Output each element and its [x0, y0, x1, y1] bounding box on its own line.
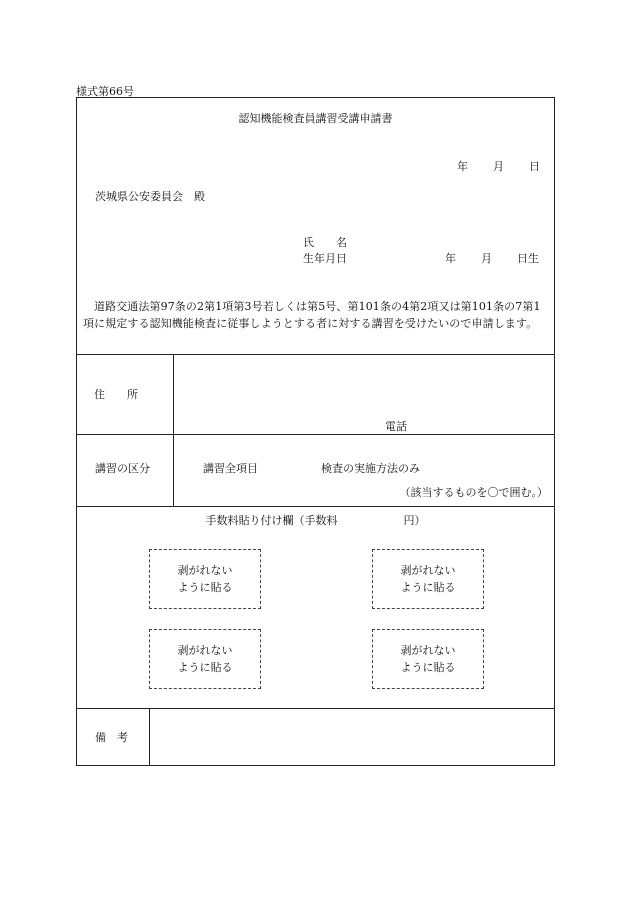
stamp-box-top-right [372, 549, 484, 609]
applicant-name-label: 氏 名 [303, 236, 347, 249]
course-option-all[interactable]: 講習全項目 [203, 462, 258, 475]
fee-header: 手数料貼り付け欄（手数料 円） [205, 514, 426, 527]
stamp-text-line1: 剥がれない [177, 563, 233, 577]
stamp-box-bottom-left [149, 629, 261, 689]
stamp-box-top-left [149, 549, 261, 609]
stamp-text-line2: ように貼る [400, 581, 456, 594]
application-form [76, 97, 555, 766]
stamp-text-line2: ように貼る [400, 661, 456, 674]
stamp-text-line1: 剥がれない [177, 643, 233, 657]
course-note: （該当するものを〇で囲む。） [399, 486, 548, 499]
stamp-text-line2: ように貼る [177, 581, 233, 594]
address-label: 住 所 [94, 388, 138, 401]
phone-label: 電話 [385, 420, 407, 433]
addressee: 茨城県公安委員会 殿 [95, 190, 205, 203]
applicant-birth-label: 生年月日 [303, 252, 347, 265]
remarks-column-divider [149, 708, 150, 766]
date-year: 年 [457, 160, 468, 173]
divider-header [77, 354, 554, 355]
stamp-text-line2: ように貼る [177, 661, 233, 674]
form-title: 認知機能検査員講習受講申請書 [238, 112, 393, 125]
declaration-text: 道路交通法第97条の2第1項第3号若しくは第5号、第101条の4第2項又は第101条の7第1項に規定する認知機能検査に従事しようとする者に対する講習を受けたいので申請します。 [83, 300, 541, 330]
course-label: 講習の区分 [95, 462, 150, 475]
stamp-text-line1: 剥がれない [400, 563, 456, 577]
birth-day: 日生 [517, 252, 539, 265]
form-number: 様式第66号 [76, 85, 134, 98]
stamp-text-line1: 剥がれない [400, 643, 456, 657]
birth-year: 年 [445, 252, 456, 265]
stamp-box-bottom-right [372, 629, 484, 689]
remarks-field[interactable] [153, 712, 549, 762]
label-column-divider [173, 354, 174, 506]
divider-address [77, 434, 554, 435]
course-option-method-only[interactable]: 検査の実施方法のみ [321, 462, 420, 475]
remarks-label: 備 考 [95, 731, 128, 744]
date-month: 月 [493, 160, 504, 173]
birth-month: 月 [481, 252, 492, 265]
address-field[interactable] [177, 360, 549, 418]
date-day: 日 [529, 160, 540, 173]
divider-course [77, 506, 554, 507]
